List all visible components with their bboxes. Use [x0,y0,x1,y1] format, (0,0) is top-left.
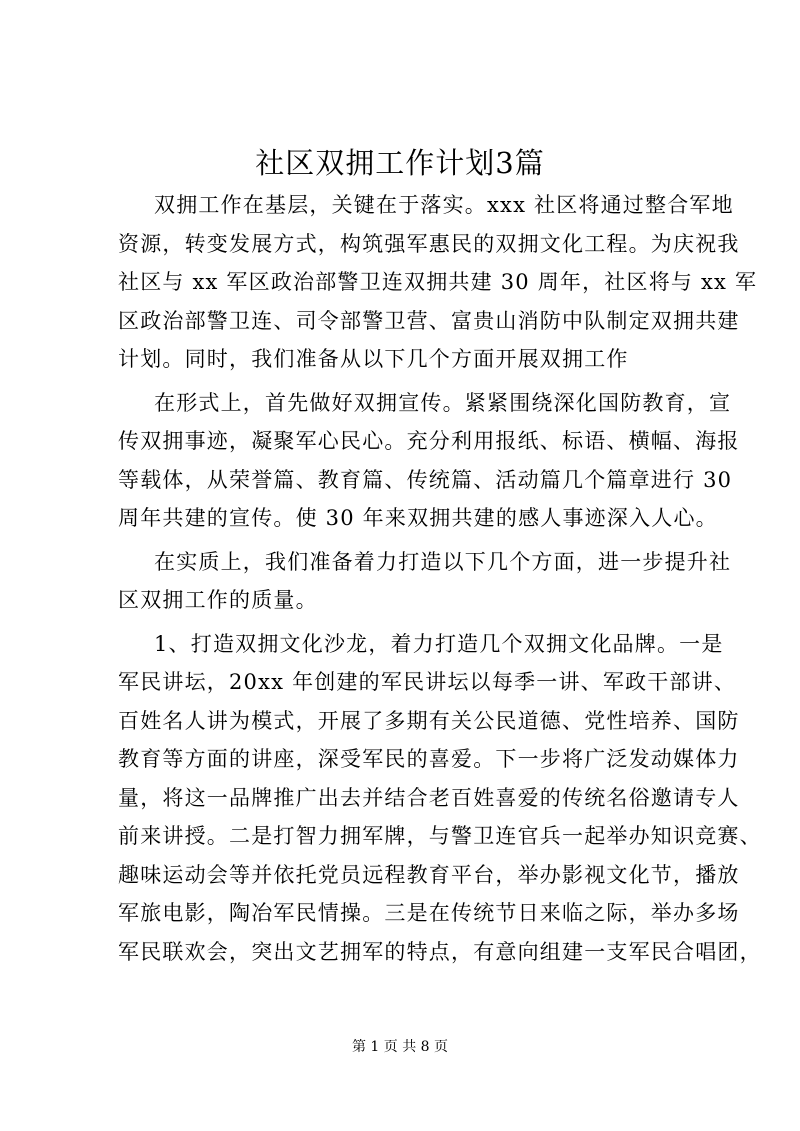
text-line: 周年共建的宣传。使 30 年来双拥共建的感人事迹深入人心。 [118,506,718,530]
text-line: 区双拥工作的质量。 [118,588,318,612]
document-body [118,186,762,976]
text-line: 军民讲坛，20xx 年创建的军民讲坛以每季一讲、军政干部讲、 [118,670,737,694]
text-line: 等载体，从荣誉篇、教育篇、传统篇、活动篇几个篇章进行 30 [118,467,733,492]
text-line: 传双拥事迹，凝聚军心民心。充分利用报纸、标语、横幅、海报 [118,429,740,453]
document-title: 社区双拥工作计划3篇 [255,146,545,180]
text-line: 1、打造双拥文化沙龙，着力打造几个双拥文化品牌。一是 [154,631,724,656]
text-line: 区政治部警卫连、司令部警卫营、富贵山消防中队制定双拥共建 [118,308,740,333]
paragraph-1 [118,186,758,379]
text-line: 百姓名人讲为模式，开展了多期有关公民道德、党性培养、国防 [118,708,740,733]
text-line: 量，将这一品牌推广出去并结合老百姓喜爱的传统名俗邀请专人 [118,785,740,810]
text-line: 计划。同时，我们准备从以下几个方面开展双拥工作 [118,347,629,371]
paragraph-4 [118,625,762,972]
text-line: 双拥工作在基层，关键在于落实。xxx 社区将通过整合军地 [154,193,734,217]
text-line: 社区与 xx 军区政治部警卫连双拥共建 30 周年，社区将与 xx 军 [118,270,758,294]
text-line: 军旅电影，陶冶军民情操。三是在传统节日来临之际，举办多场 [118,901,740,925]
paragraph-3 [118,543,732,620]
text-line: 教育等方面的讲座，深受军民的喜爱。下一步将广泛发动媒体力 [118,747,740,771]
page-footer: 第 1 页 共 8 页 [351,1039,449,1055]
text-line: 资源，转变发展方式，构筑强军惠民的双拥文化工程。为庆祝我 [118,231,740,256]
text-line: 前来讲授。二是打智力拥军牌，与警卫连官兵一起举办知识竞赛、 [118,824,762,848]
text-line: 军民联欢会，突出文艺拥军的特点，有意向组建一支军民合唱团， [118,939,762,964]
text-line: 趣味运动会等并依托党员远程教育平台，举办影视文化节，播放 [118,862,740,887]
text-line: 在实质上，我们准备着力打造以下几个方面，进一步提升社 [154,549,732,574]
text-line: 在形式上，首先做好双拥宣传。紧紧围绕深化国防教育，宣 [154,390,732,415]
paragraph-2 [118,384,740,538]
